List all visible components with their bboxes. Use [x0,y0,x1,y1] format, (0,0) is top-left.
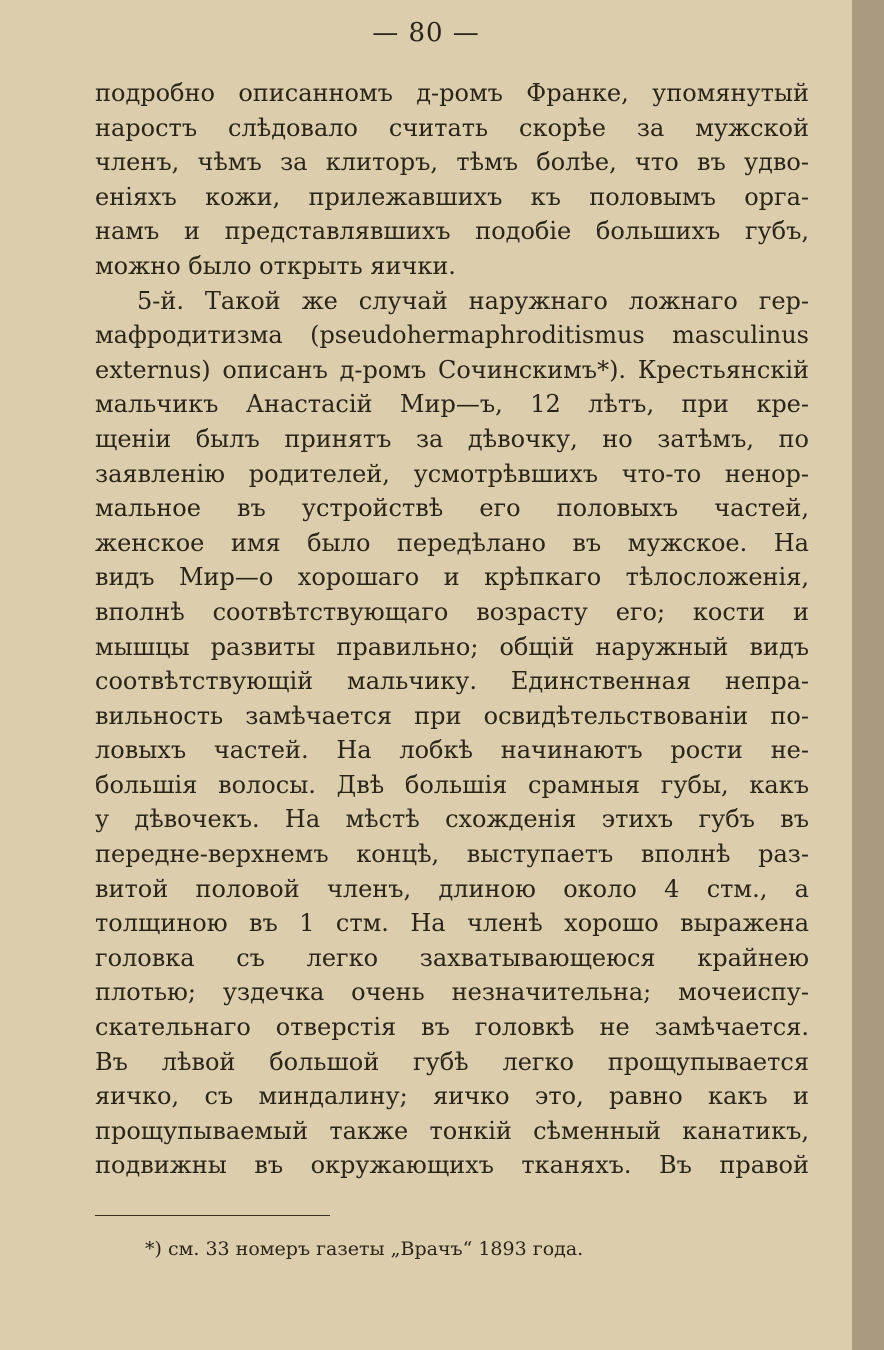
text-line: намъ и представлявшихъ подобіе большихъ губъ, [95,217,809,246]
text-line: у дѣвочекъ. На мѣстѣ схожденія этихъ губъ въ [95,805,809,834]
text-line: мафродитизма (pseudohermaphroditismus masculinus [95,321,809,350]
text-line: мышцы развиты правильно; общій наружный видъ [95,632,809,661]
text-line: большія волосы. Двѣ большія срамныя губы, какъ [95,770,809,799]
text-line: подвижны въ окружающихъ тканяхъ. Въ правой [95,1151,809,1180]
page-edge [852,0,884,1350]
text-line: передне-верхнемъ концѣ, выступаетъ вполнѣ раз- [95,840,809,869]
page-number: — 80 — [372,18,480,48]
text-line: головка съ легко захватывающеюся крайнею [95,943,809,972]
text-line: вильность замѣчается при освидѣтельствованіи по- [95,701,809,730]
text-line: ловыхъ частей. На лобкѣ начинаютъ рости не- [95,736,809,765]
footnote: *) см. 33 номеръ газеты „Врачъ“ 1893 года. [145,1238,584,1260]
text-line: вполнѣ соотвѣтствующаго возрасту его; кости и [95,597,809,626]
text-line: соотвѣтствующій мальчику. Единственная непра- [95,667,809,696]
text-line: плотью; уздечка очень незначительна; мочеиспу- [95,978,809,1007]
text-line: наростъ слѣдовало считать скорѣе за мужской [95,113,809,142]
text-line: витой половой членъ, длиною около 4 стм., а [95,874,809,903]
text-line: яичко, съ миндалину; яичко это, равно какъ и [95,1082,809,1111]
text-line: externus) описанъ д-ромъ Сочинскимъ*). Крестьянскій [95,355,809,384]
text-line: видъ Мир—о хорошаго и крѣпкаго тѣлосложенія, [95,563,809,592]
text-line: подробно описанномъ д-ромъ Франке, упомянутый [95,79,809,107]
text-line: можно было открыть яички. [95,251,456,280]
text-line: мальчикъ Анастасій Мир—ъ, 12 лѣтъ, при кре- [95,390,809,419]
text-line: мальное въ устройствѣ его половыхъ частей, [95,494,809,523]
footnote-divider [95,1215,330,1216]
text-line: еніяхъ кожи, прилежавшихъ къ половымъ орга- [95,182,809,211]
body-text [95,76,809,1183]
text-line: женское имя было передѣлано въ мужское. На [95,528,809,557]
text-line: членъ, чѣмъ за клиторъ, тѣмъ болѣе, что въ удво- [95,148,809,177]
text-line: скательнаго отверстія въ головкѣ не замѣчается. [95,1013,809,1042]
text-line: Въ лѣвой большой губѣ легко прощупывается [95,1047,809,1076]
text-line: толщиною въ 1 стм. На членѣ хорошо выражена [95,909,809,938]
text-line: прощупываемый также тонкій сѣменный канатикъ, [95,1116,809,1145]
text-line: заявленію родителей, усмотрѣвшихъ что-то ненор- [95,459,809,488]
text-line: щеніи былъ принятъ за дѣвочку, но затѣмъ, по [95,424,809,453]
text-line: 5-й. Такой же случай наружнаго ложнаго гер- [137,286,809,315]
